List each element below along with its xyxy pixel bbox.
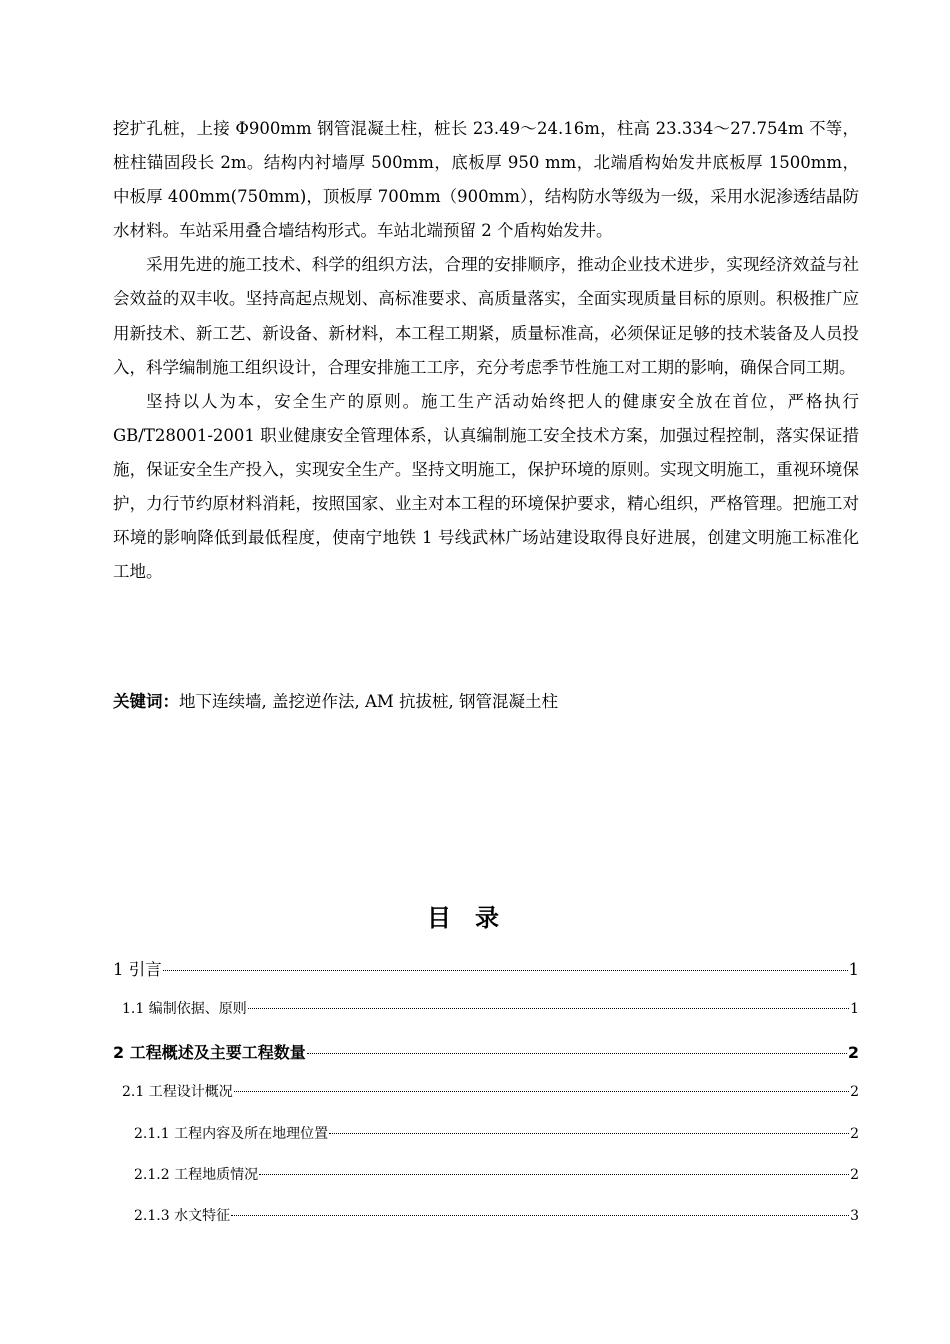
toc-entry[interactable]	[134, 1164, 859, 1190]
toc-entry-page: 2	[847, 1043, 859, 1062]
keywords-text: 地下连续墙, 盖挖逆作法, AM 抗拔桩, 钢管混凝土柱	[179, 692, 559, 711]
toc-entry-page: 1	[850, 1001, 859, 1017]
toc-leader	[259, 1174, 849, 1175]
paragraph: 坚持以人为本，安全生产的原则。施工生产活动始终把人的健康安全放在首位，严格执行 GB/T28001-2001 职业健康安全管理体系，认真编制施工安全技术方案，加强过程控制，落实保证措施，保证安全生产投入，实现安全生产。坚持文明施工，保护环境的原则。实现文明施工，重视环境保护，力行节约原材料消耗，按照国家、业主对本工程的环境保护要求，精心组织，严格管理。把施工对环境的影响降低到最低程度，使南宁地铁 1 号线武林广场站建设取得良好进展，创建文明施工标准化工地。	[113, 391, 859, 582]
toc-leader	[231, 1215, 849, 1216]
toc-entry-label: 1.1 编制依据、原则	[122, 1001, 247, 1017]
toc-leader	[248, 1008, 849, 1009]
toc-leader	[234, 1091, 849, 1092]
toc-entry-page: 3	[850, 1208, 859, 1224]
toc-leader	[329, 1133, 849, 1134]
toc-entry[interactable]	[113, 1040, 859, 1066]
toc-entry-label: 2.1.2 工程地质情况	[134, 1167, 259, 1183]
toc-title: 目录	[427, 904, 523, 932]
toc-entry-label: 1 引言	[113, 960, 162, 979]
paragraph: 挖扩孔桩，上接 Φ900mm 钢管混凝土柱，桩长 23.49～24.16m，柱高 23.334～27.754m 不等，桩柱锚固段长 2m。结构内衬墙厚 500mm，底板厚 950 mm，北端盾构始发井底板厚 1500mm，中板厚 400mm(750mm)，顶板厚 700mm（900mm），结构防水等级为一级，采用水泥渗透结晶防水材料。车站采用叠合墙结构形式。车站北端预留 2 个盾构始发井。	[113, 119, 859, 241]
keywords-label: 关键词：	[113, 692, 179, 711]
toc-entry-label: 2.1.1 工程内容及所在地理位置	[134, 1126, 329, 1142]
toc-entry-label: 2 工程概述及主要工程数量	[113, 1043, 306, 1062]
toc-entry-label: 2.1.3 水文特征	[134, 1208, 231, 1224]
toc-entry-label: 2.1 工程设计概况	[122, 1084, 233, 1100]
toc-entry[interactable]	[134, 1123, 859, 1149]
toc-entry-page: 2	[850, 1084, 859, 1100]
toc-leader	[163, 970, 848, 971]
toc-entry-page: 2	[850, 1167, 859, 1183]
toc-entry[interactable]	[113, 956, 859, 982]
toc-leader	[307, 1053, 847, 1054]
toc-entry[interactable]	[134, 1205, 859, 1231]
toc-entry[interactable]	[122, 998, 859, 1024]
toc-entry-page: 1	[848, 960, 859, 979]
paragraph: 采用先进的施工技术、科学的组织方法，合理的安排顺序，推动企业技术进步，实现经济效益与社会效益的双丰收。坚持高起点规划、高标准要求、高质量落实，全面实现质量目标的原则。积极推广应用新技术、新工艺、新设备、新材料，本工程工期紧，质量标准高，必须保证足够的技术装备及人员投入，科学编制施工组织设计，合理安排施工工序，充分考虑季节性施工对工期的影响，确保合同工期。	[113, 255, 859, 377]
toc-entry[interactable]	[122, 1081, 859, 1107]
toc-entry-page: 2	[850, 1126, 859, 1142]
